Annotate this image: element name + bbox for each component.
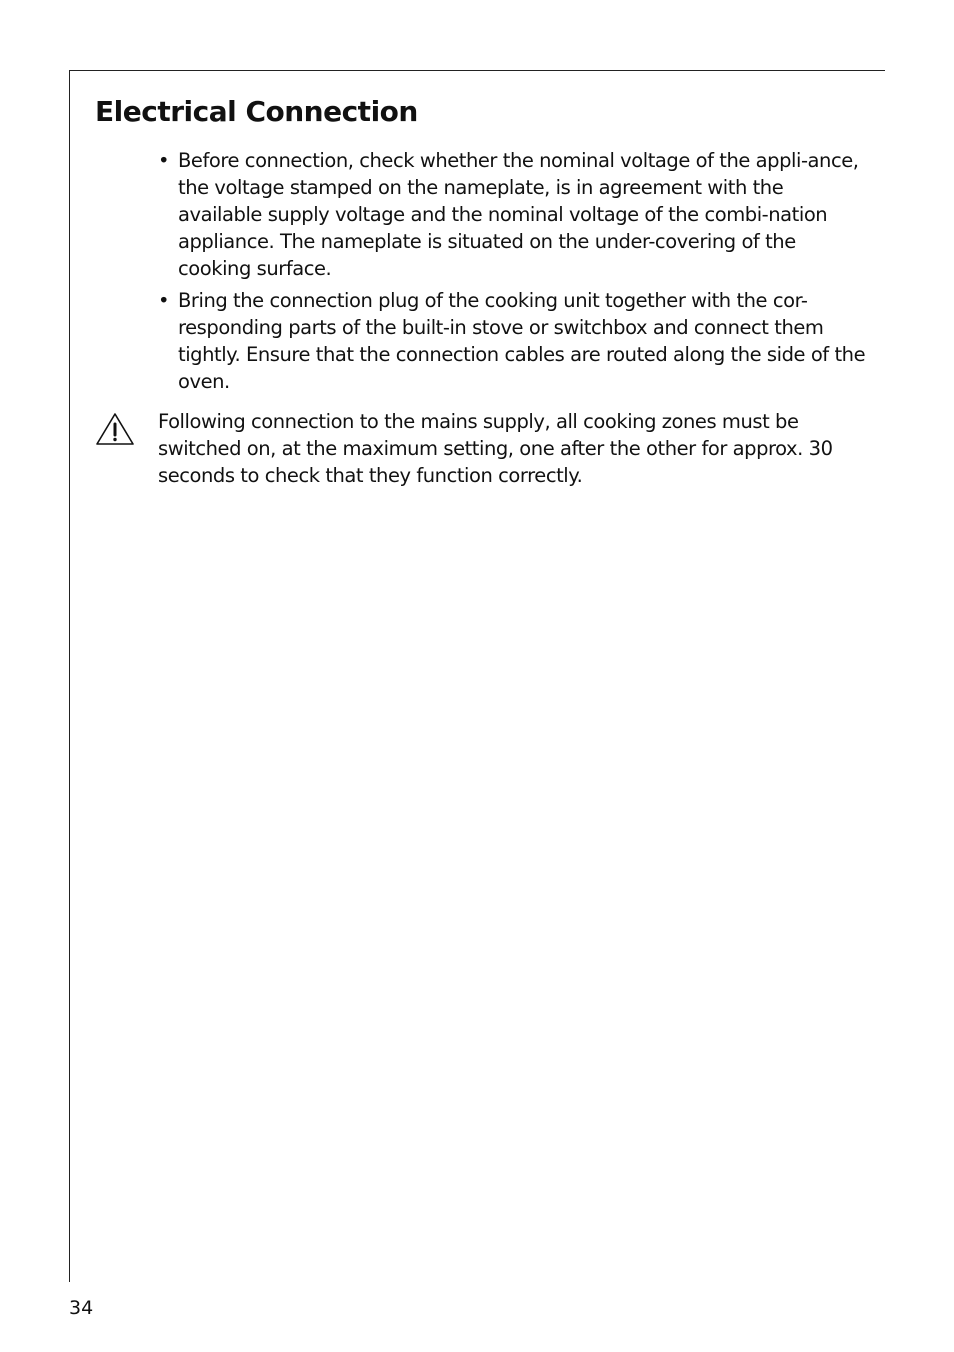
list-item (158, 147, 868, 282)
bullet-text: Before connection, check whether the nominal voltage of the appli-ance, the voltage stamped on the nameplate, is in agreement with the available supply voltage and the nominal voltage of the combi-nation appliance. The nameplate is situated on the under-covering of the cooking surface. (178, 149, 859, 280)
bullet-text: Bring the connection plug of the cooking unit together with the cor-responding parts of the built-in stove or switchbox and connect them tightly. Ensure that the connection cables are routed along the side of the oven. (178, 289, 866, 393)
page-number: 34 (69, 1297, 94, 1319)
bullet-marker: • (158, 149, 170, 172)
section-title: Electrical Connection (95, 95, 418, 128)
top-rule (69, 70, 885, 71)
list-item (158, 287, 868, 395)
warning-triangle-icon (95, 412, 135, 446)
bullet-marker: • (158, 289, 170, 312)
left-rule (69, 70, 70, 1282)
warning-text: Following connection to the mains supply, all cooking zones must be switched on, at the maximum setting, one after the other for approx. 30 seconds to check that they function correctly. (158, 410, 833, 487)
bullet-list (158, 147, 868, 400)
